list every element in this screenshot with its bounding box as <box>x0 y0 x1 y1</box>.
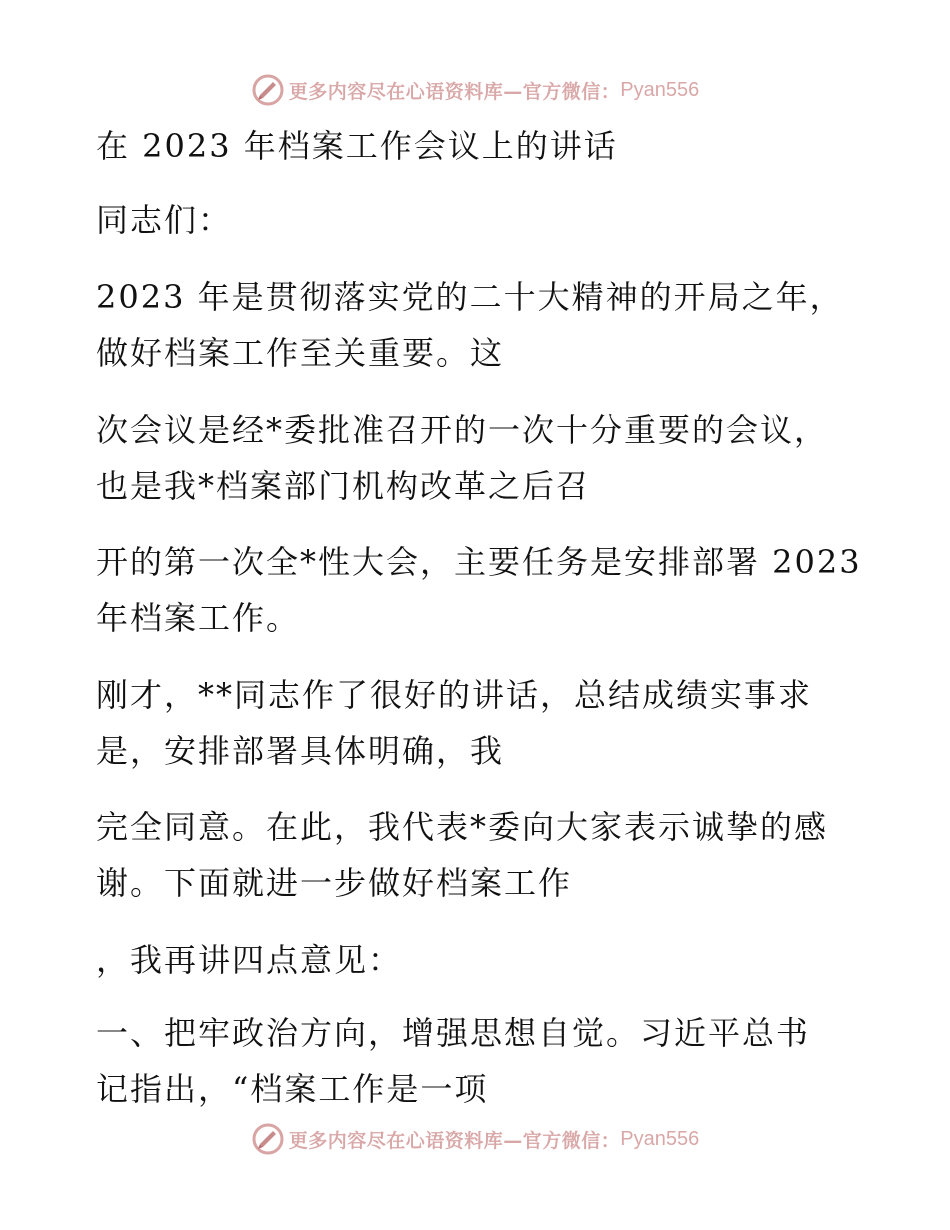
paragraph-line: 次会议是经*委批准召开的一次十分重要的会议， <box>96 411 829 449</box>
paragraph-line: 是，安排部署具体明确，我 <box>96 732 505 770</box>
section-heading-line: 一、把牢政治方向，增强思想自觉。习近平总书 <box>96 1014 811 1052</box>
watermark-account: Pyan556 <box>620 1127 700 1150</box>
watermark-account: Pyan556 <box>620 78 700 101</box>
paragraph-line: 完全同意。在此，我代表*委向大家表示诚挚的感 <box>96 808 829 846</box>
paragraph-line: 做好档案工作至关重要。这 <box>96 334 505 372</box>
paragraph-line: 也是我*档案部门机构改革之后召 <box>96 467 591 505</box>
watermark-text: 更多内容尽在心语资料库—官方微信： <box>288 1129 621 1152</box>
paragraph-line: 开的第一次全*性大会，主要任务是安排部署 2023 <box>96 543 862 581</box>
watermark-footer <box>0 1117 950 1161</box>
paragraph-line: ，我再讲四点意见： <box>96 941 403 979</box>
paragraph-line: 2023 年是贯彻落实党的二十大精神的开局之年， <box>96 278 844 316</box>
paragraph-line: 记指出，“档案工作是一项 <box>96 1070 489 1108</box>
paragraph-line: 年档案工作。 <box>96 599 301 637</box>
salutation: 同志们： <box>96 201 233 239</box>
paragraph-line: 刚才，**同志作了很好的讲话，总结成绩实事求 <box>96 676 813 714</box>
paragraph-line: 谢。下面就进一步做好档案工作 <box>96 864 573 902</box>
document-title: 在 2023 年档案工作会议上的讲话 <box>96 127 618 165</box>
watermark-text: 更多内容尽在心语资料库—官方微信： <box>288 80 621 103</box>
book-pen-logo-icon <box>251 1122 285 1156</box>
